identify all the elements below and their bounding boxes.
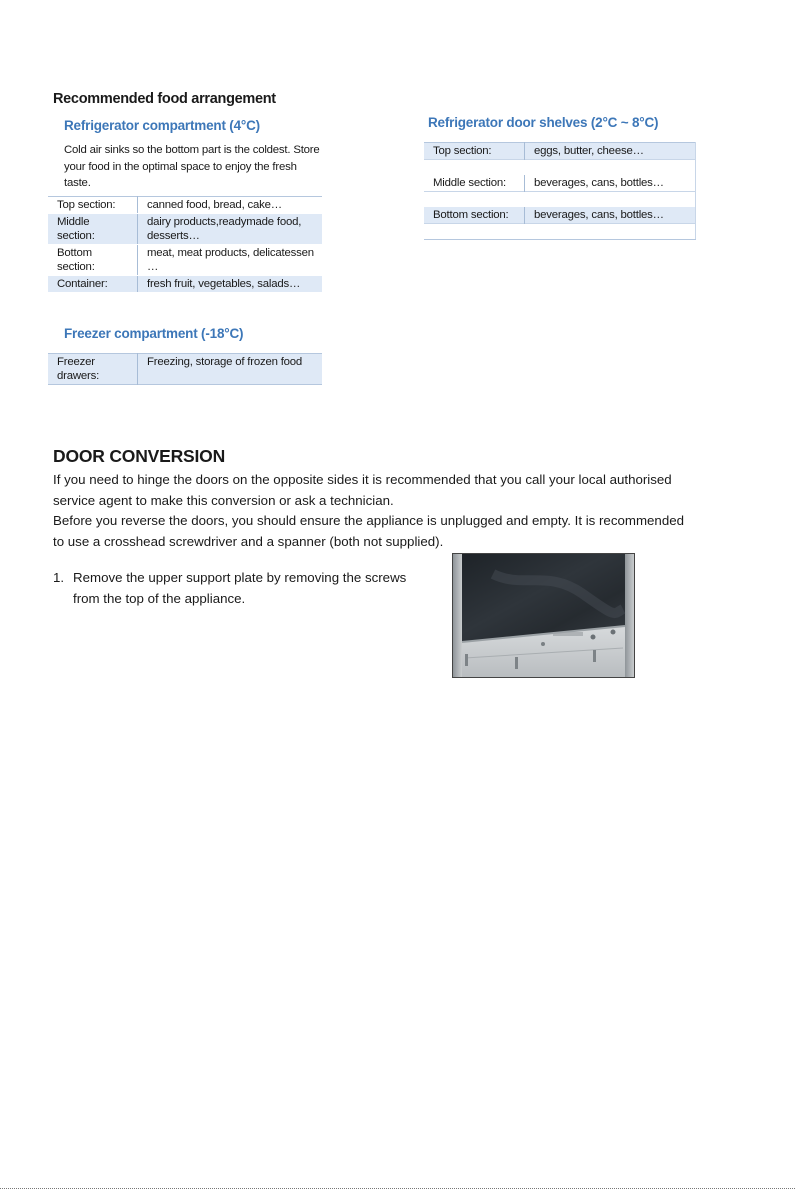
step-item (53, 568, 413, 609)
row-label: Top section: (48, 197, 138, 214)
door-conversion-paragraph: If you need to hinge the doors on the opposite sides it is recommended that you call your local authorised service agent to make this conversion or ask a technician. (53, 472, 672, 508)
row-value: canned food, bread, cake… (138, 197, 323, 214)
table-row (48, 245, 322, 276)
row-value: Freezing, storage of frozen food (138, 354, 323, 385)
page-title: Recommended food arrangement (53, 91, 276, 107)
fridge-intro-text: Cold air sinks so the bottom part is the coldest. Store your food in the optimal space to enjoy the fresh taste. (64, 144, 320, 189)
row-value: beverages, cans, bottles… (525, 207, 696, 224)
table-row-spacer (424, 224, 696, 240)
table-row (424, 175, 696, 192)
freezer-arrangement-table (48, 353, 322, 385)
table-row (48, 197, 322, 214)
freezer-compartment-title: Freezer compartment (-18°C) (64, 326, 244, 341)
table-row (48, 214, 322, 245)
table-row (424, 143, 696, 160)
row-label: Bottom section: (424, 207, 525, 224)
row-label: Container: (48, 276, 138, 293)
fridge-arrangement-table (48, 196, 322, 293)
row-value: dairy products,readymade food, desserts… (138, 214, 323, 245)
table-row (48, 354, 322, 385)
row-value: eggs, butter, cheese… (525, 143, 696, 160)
fridge-compartment-title: Refrigerator compartment (4°C) (64, 118, 260, 133)
door-conversion-title: DOOR CONVERSION (53, 446, 226, 466)
door-conversion-text (53, 470, 693, 552)
step-text: Remove the upper support plate by removing the screws from the top of the appliance. (73, 570, 407, 606)
door-shelves-table (424, 142, 696, 240)
row-value: meat, meat products, delicatessen … (138, 245, 323, 276)
row-label: Freezer drawers: (48, 354, 138, 385)
step-number: 1. (53, 570, 65, 585)
door-conversion-paragraph: Before you reverse the doors, you should ensure the appliance is unplugged and empty. It is recommended to use a crosshead screwdriver and a spanner (both not supplied). (53, 513, 684, 549)
page-bottom-divider (0, 1188, 795, 1189)
door-shelves-title: Refrigerator door shelves (2°C ~ 8°C) (428, 115, 659, 130)
table-row (424, 207, 696, 224)
row-label: Middle section: (424, 175, 525, 192)
row-label: Bottom section: (48, 245, 138, 276)
row-value: beverages, cans, bottles… (534, 177, 664, 189)
row-label: Middle section: (48, 214, 138, 245)
table-row-spacer (424, 160, 696, 176)
upper-support-plate-photo (452, 553, 635, 678)
table-row (48, 276, 322, 293)
table-row-spacer (424, 192, 696, 208)
row-value: fresh fruit, vegetables, salads… (138, 276, 323, 293)
row-label: Top section: (424, 143, 525, 160)
